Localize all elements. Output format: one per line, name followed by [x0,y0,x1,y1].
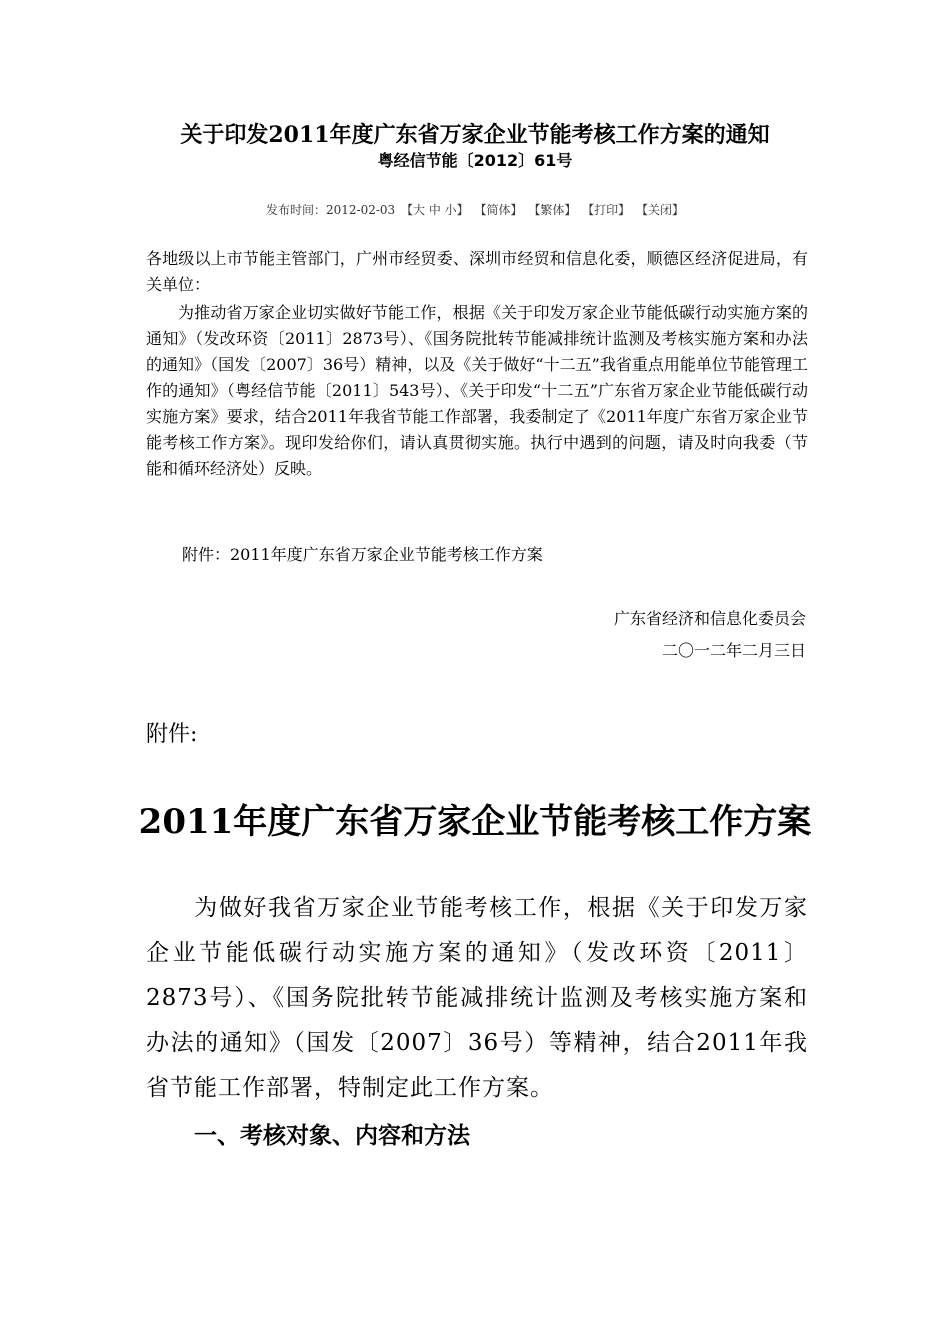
attachment-intro: 为做好我省万家企业节能考核工作，根据《关于印发万家企业节能低碳行动实施方案的通知》（发改环资〔2011〕2873号）、《国务院批转节能减排统计监测及考核实施方案和办法的通知》（国发〔2007〕36号）等精神，结合2011年我省节能工作部署，特制定此工作方案。 [146,895,808,1101]
close-link[interactable]: 【关闭】 [636,203,685,217]
font-size-selector[interactable]: 【大 中 小】 [401,203,469,217]
traditional-chinese-link[interactable]: 【繁体】 [528,203,577,217]
print-link[interactable]: 【打印】 [582,203,631,217]
notice-title: 关于印发2011年度广东省万家企业节能考核工作方案的通知 [180,122,770,148]
signature-organization: 广东省经济和信息化委员会 [613,609,806,628]
signature-date: 二〇一二年二月三日 [661,641,806,660]
attachment-label: 附件: [146,722,198,747]
attachment-title: 2011年度广东省万家企业节能考核工作方案 [138,802,812,842]
salutation: 各地级以上市节能主管部门，广州市经贸委、深圳市经贸和信息化委，顺德区经济促进局，有关单位： [146,249,808,294]
notice-body: 为推动省万家企业切实做好节能工作，根据《关于印发万家企业节能低碳行动实施方案的通知》（发改环资〔2011〕2873号）、《国务院批转节能减排统计监测及考核实施方案和办法的通知》（国发〔2007〕36号）精神，以及《关于做好“十二五”我省重点用能单位节能管理工作的通知》（粤经信节能〔2011〕543号）、《关于印发“十二五”广东省万家企业节能低碳行动实施方案》要求，结合2011年我省节能工作部署，我委制定了《2011年度广东省万家企业节能考核工作方案》。现印发给你们，请认真贯彻实施。执行中遇到的问题，请及时向我委（节能和循环经济处）反映。 [146,303,808,478]
publish-date: 发布时间：2012-02-03 [265,203,396,217]
attachment-note: 附件：2011年度广东省万家企业节能考核工作方案 [182,545,543,564]
simplified-chinese-link[interactable]: 【简体】 [474,203,523,217]
section-heading: 一、考核对象、内容和方法 [194,1123,470,1149]
document-number: 粤经信节能〔2012〕61号 [377,151,573,170]
meta-toolbar [0,200,950,220]
